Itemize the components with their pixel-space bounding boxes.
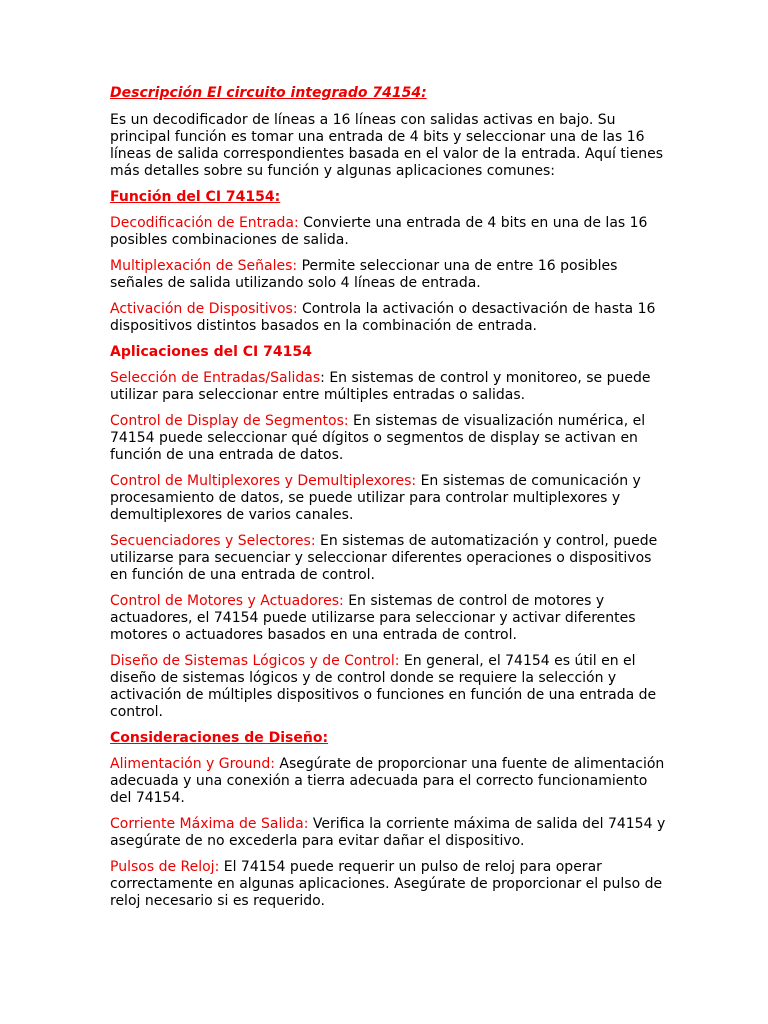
paragraph-text: Controla la activación o desactivación de hasta 16 dispositivos distintos basados en la combinación de entrada. [110, 301, 656, 334]
paragraph-text: Asegúrate de proporcionar una fuente de alimentación adecuada y una conexión a tierra adecuada para el correcto funcionamiento del 74154. [110, 756, 665, 806]
paragraph [110, 301, 670, 335]
term-label: Selección de Entradas/Salidas [110, 370, 321, 386]
document-title: Descripción El circuito integrado 74154: [110, 85, 427, 101]
section-heading-aplicaciones: Aplicaciones del CI 74154 [110, 344, 312, 360]
term-label: Control de Display de Segmentos: [110, 413, 349, 429]
paragraph-text: : En sistemas de control y monitoreo, se puede utilizar para seleccionar entre múltiples entradas o salidas. [110, 370, 651, 403]
paragraph-text: En sistemas de visualización numérica, el 74154 puede seleccionar qué dígitos o segmentos de display se activan en función de una entrada de datos. [110, 413, 646, 463]
paragraph [110, 473, 670, 524]
paragraph [110, 215, 670, 249]
paragraph [110, 816, 670, 850]
paragraph [110, 859, 670, 910]
paragraph-text: En sistemas de control de motores y actuadores, el 74154 puede utilizarse para seleccionar y activar diferentes motores o actuadores basados en una entrada de control. [110, 593, 636, 643]
paragraph-text: En general, el 74154 es útil en el diseño de sistemas lógicos y de control donde se requiere la selección y activación de múltiples dispositivos o funciones en función de una entrada de control. [110, 653, 657, 720]
paragraph [110, 413, 670, 464]
term-label: Control de Motores y Actuadores: [110, 593, 344, 609]
paragraph [110, 533, 670, 584]
term-label: Secuenciadores y Selectores: [110, 533, 316, 549]
paragraph-text: En sistemas de comunicación y procesamiento de datos, se puede utilizar para controlar multiplexores y demultiplexores de varios canales. [110, 473, 641, 523]
paragraph [110, 258, 670, 292]
paragraph-text: Permite seleccionar una de entre 16 posibles señales de salida utilizando solo 4 líneas de entrada. [110, 258, 618, 291]
term-label: Decodificación de Entrada: [110, 215, 299, 231]
term-label: Diseño de Sistemas Lógicos y de Control: [110, 653, 400, 669]
term-label: Control de Multiplexores y Demultiplexores: [110, 473, 417, 489]
section-heading-funcion: Función del CI 74154: [110, 189, 281, 205]
paragraph [110, 593, 670, 644]
document-page [110, 85, 670, 919]
term-label: Pulsos de Reloj: [110, 859, 220, 875]
paragraph-text: El 74154 puede requerir un pulso de reloj para operar correctamente en algunas aplicaciones. Asegúrate de proporcionar el pulso de reloj necesario si es requerido. [110, 859, 663, 909]
term-label: Alimentación y Ground: [110, 756, 275, 772]
paragraph-text: Verifica la corriente máxima de salida del 74154 y asegúrate de no excederla para evitar dañar el dispositivo. [110, 816, 666, 849]
paragraph [110, 653, 670, 721]
section-heading-consideraciones: Consideraciones de Diseño: [110, 730, 329, 746]
paragraph-text: Convierte una entrada de 4 bits en una de las 16 posibles combinaciones de salida. [110, 215, 648, 248]
term-label: Corriente Máxima de Salida: [110, 816, 309, 832]
term-label: Activación de Dispositivos: [110, 301, 298, 317]
intro-paragraph: Es un decodificador de líneas a 16 líneas con salidas activas en bajo. Su principal función es tomar una entrada de 4 bits y seleccionar una de las 16 líneas de salida correspondientes basada en el valor de la entrada. Aquí tienes más detalles sobre su función y algunas aplicaciones comunes: [110, 112, 664, 179]
paragraph-text: En sistemas de automatización y control, puede utilizarse para secuenciar y seleccionar diferentes operaciones o dispositivos en función de una entrada de control. [110, 533, 658, 583]
term-label: Multiplexación de Señales: [110, 258, 298, 274]
paragraph [110, 756, 670, 807]
paragraph [110, 370, 670, 404]
